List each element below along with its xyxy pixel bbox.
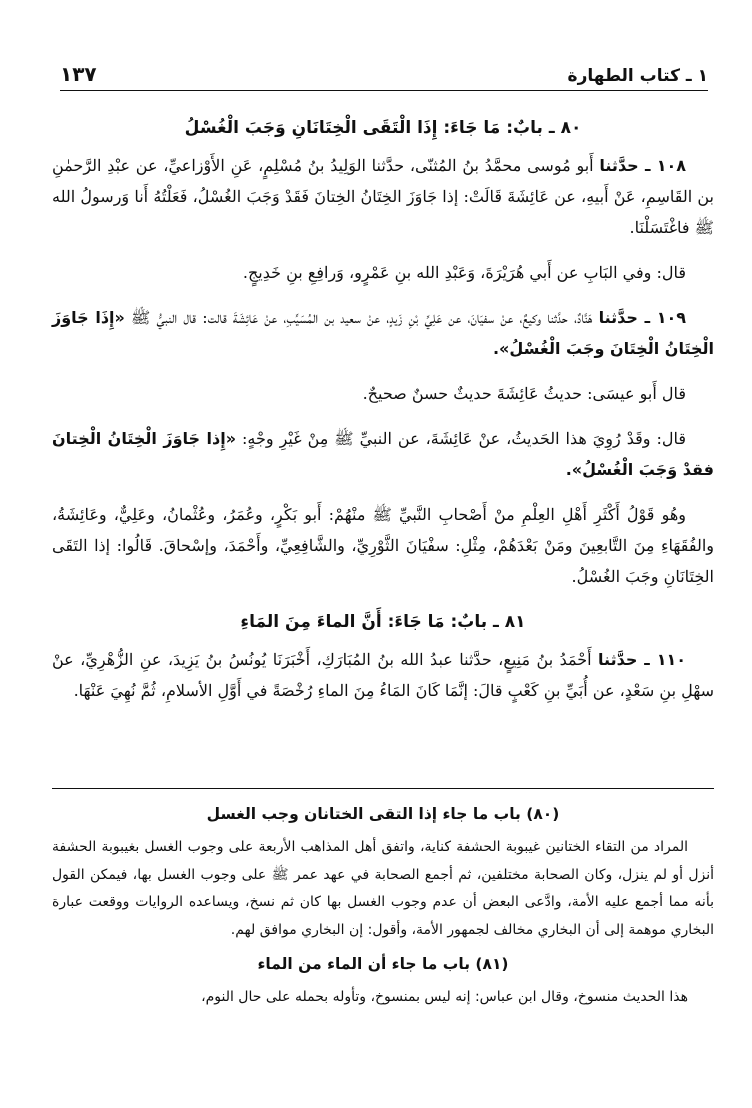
ruwiya-paragraph xyxy=(52,423,714,485)
chapter-80-bab-paragraph: قال: وفي البَابِ عن أَبي هُرَيْرَةَ، وَعَبْدِ الله بنِ عَمْرٍو، وَرافِعِ بنِ خَدِيجٍ. xyxy=(242,263,686,282)
page-number: ١٣٧ xyxy=(60,62,97,86)
note-80-text: المراد من التقاء الختانين غيبوبة الحشفة كناية، واتفق أهل المذاهب الأربعة على وجوب الغسل بغيبوبة الحشفة أنزل أو لم ينزل، وكان الصحابة مختلفين، ثم أجمع الصحابة في عهد عمر ﷺ على وجوب الغسل بها، فيمكن القول بأنه مما أجمع عليه الأمة، وادَّعى البعض أن عدم وجوب الغسل بها كان ثم نسخ، ويساعده الروايات ووقعت عبارة البخاري موهمة إلى أن البخاري مخالف لجمهور الأمة، وأقول: إن البخاري موافق لهم. xyxy=(52,839,714,938)
hadith-108-text: أَبو مُوسى محمَّدُ بنُ المُثنّى، حدَّثنا الوَلِيدُ بنُ مُسْلِمٍ، عَنِ الأَوْزاعيِّ، عن عبْدِ الرَّحمٰنِ بن القَاسِمِ، عَنْ أَبيهِ، عن عَائِشَةَ قَالَتْ: إذا جَاوَزَ الخِتَانُ الخِتانَ فَقَدْ وَجَبَ الغُسْلُ، فَعَلْتُهُ أَنا وَرسولُ الله ﷺ فاغْتَسَلْنَا. xyxy=(52,156,714,237)
commentary-notes xyxy=(52,796,714,1016)
note-81-heading: (٨١) باب ما جاء أن الماء من الماء xyxy=(257,955,509,973)
running-header xyxy=(60,56,708,91)
chapter-80-heading: ٨٠ ـ بابٌ: مَا جَاءَ: إِذَا الْتَقَى الْخِتَانَانِ وَجَبَ الْغُسْلُ xyxy=(184,118,582,138)
hadith-109 xyxy=(52,302,714,364)
hadith-110 xyxy=(52,644,714,706)
hadith-110-text: أَحْمَدُ بنُ مَنِيعٍ، حدَّثنا عبدُ الله بنُ المُبَارَكِ، أَخْبَرَنَا يُونُسُ بنُ يَزِيدَ، عنِ الزُّهْرِيِّ، عنْ سهْلِ بنِ سَعْدٍ، عن أُبَيِّ بنِ كَعْبٍ قالَ: إنَّمَا كَانَ المَاءُ مِنَ الماءِ رُخْصَةً في أَوَّلِ الأسلامِ، ثُمَّ نُهِيَ عَنْهَا. xyxy=(52,650,714,700)
hadith-109-number: ١٠٩ ـ حدَّثنا xyxy=(598,308,686,327)
main-text xyxy=(52,112,714,720)
note-81-text: هذا الحديث منسوخ، وقال ابن عباس: إنه ليس بمنسوخ، وتأوله بحمله على حال النوم، xyxy=(201,989,688,1005)
hadith-grade-paragraph: قال أَبو عيسَى: حديثُ عَائِشَةَ حديثٌ حسنٌ صحيحٌ. xyxy=(362,384,686,403)
hadith-108 xyxy=(52,150,714,243)
hadith-108-number: ١٠٨ ـ حدَّثنا xyxy=(599,156,686,175)
ruwiya-text: قال: وقَدْ رُوِيَ هذا الحَديثُ، عنْ عَائِشَةَ، عن النبيِّ ﷺ مِنْ غَيْرِ وجْهٍ: xyxy=(242,429,686,448)
hadith-109-text: هَنَّادٌ، حدَّثنا وكيعٌ، عنْ سفيَانَ، عن عَلِيِّ بْنِ زَيدٍ، عنْ سعيد بن المُسَيِّبِ، عنْ عَائِشَةَ قالت: قال النبيُّ ﷺ xyxy=(131,308,593,327)
note-80-heading: (٨٠) باب ما جاء إذا التقى الختانان وجب الغسل xyxy=(206,805,560,823)
ruwiya-quote: «إِذا جَاوَزَ الْخِتَانُ الْخِتانَ فقدْ وَجَبَ الْغُسْلُ». xyxy=(52,429,714,479)
hadith-110-number: ١١٠ ـ حدَّثنا xyxy=(598,650,686,669)
book-title: ١ ـ كتاب الطهارة xyxy=(567,66,708,86)
footnote-divider xyxy=(52,788,714,789)
chapter-81-heading: ٨١ ـ بابٌ: مَا جَاءَ: أَنَّ الماءَ مِنَ المَاءِ xyxy=(240,612,526,632)
ulama-paragraph: وهُو قَوْلُ أَكْثَرِ أَهْلِ العِلْمِ منْ أَصْحابِ النَّبيِّ ﷺ منْهُمْ: أَبو بَكْرٍ، وعُمَرُ، وعُثْمانُ، وعَلِيٌّ، وعَائِشَةُ، والفُقَهَاءِ مِنَ التَّابعِينَ ومَنْ بَعْدَهُمْ، مِثْلِ: سفْيَانَ الثَّوْرِيِّ، والشَّافِعِيِّ، وأَحْمَدَ، وإسْحاقَ. قَالُوا: إذا التَقَى الخِتَانَانِ وجَبَ الغُسْلُ. xyxy=(52,505,714,586)
hadith-109-quote: «إِذَا جَاوَزَ الْخِتَانُ الْخِتَانَ وجَبَ الْغُسْلُ». xyxy=(52,308,714,358)
